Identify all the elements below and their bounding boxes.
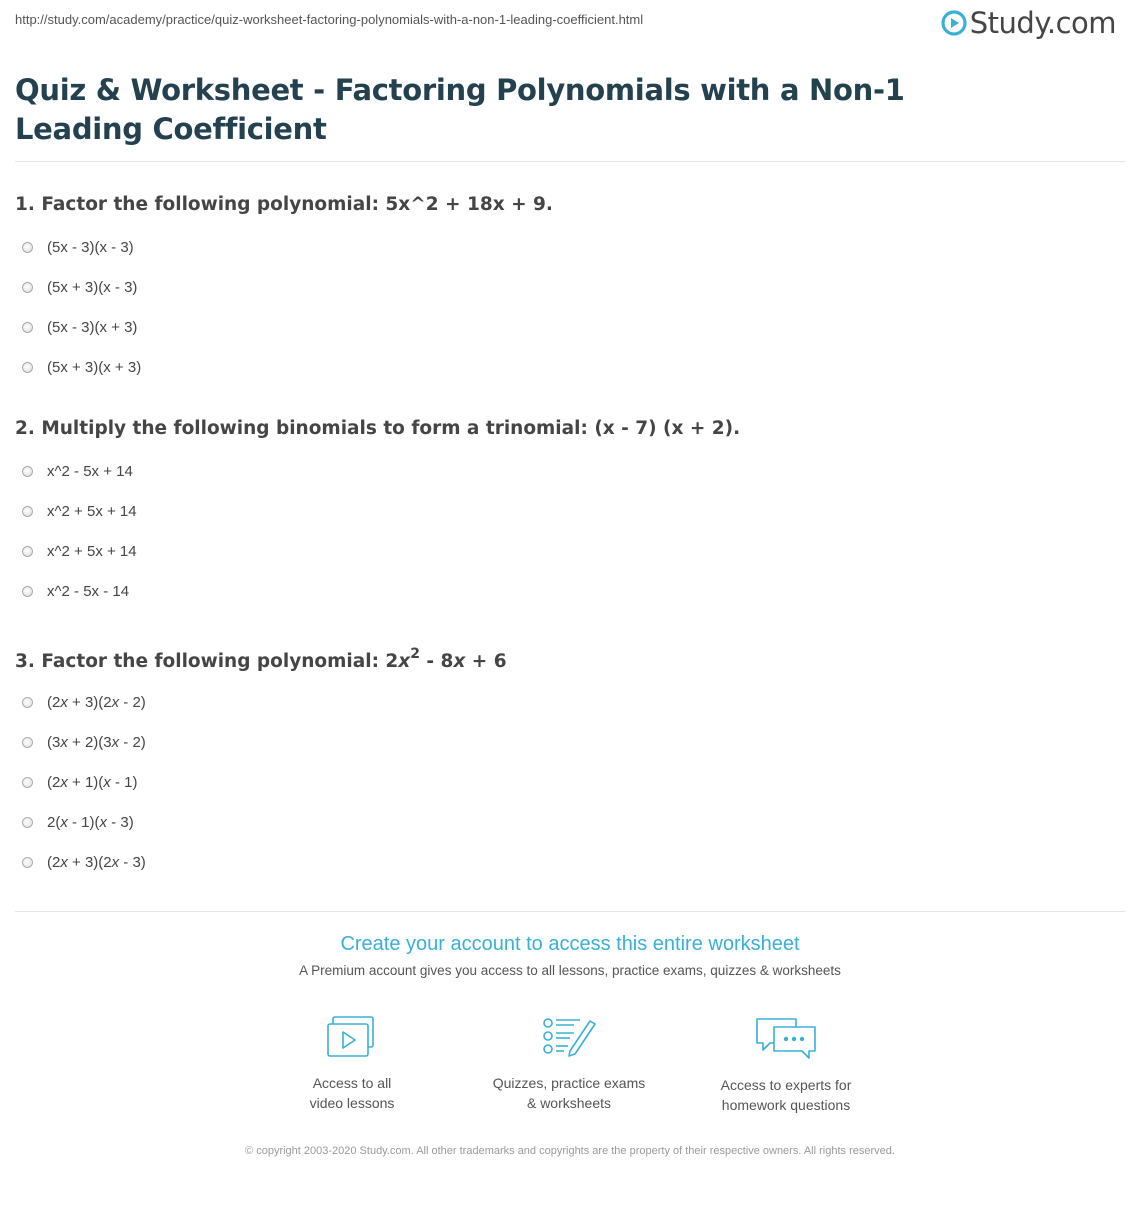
- premium-description: A Premium account gives you access to all lessons, practice exams, quizzes & worksheets: [299, 963, 841, 978]
- q1-option-a[interactable]: [22, 237, 134, 257]
- create-account-link[interactable]: Create your account to access this entire worksheet: [340, 933, 800, 955]
- title-divider: [15, 161, 1125, 162]
- feature-video-lessons: [252, 1015, 452, 1113]
- option-label: [47, 814, 134, 831]
- option-label: (5x + 3)(x - 3): [47, 278, 138, 296]
- option-label: [47, 734, 146, 751]
- q3-option-e[interactable]: [22, 852, 146, 872]
- q2-option-c[interactable]: [22, 541, 137, 561]
- option-text: (2: [47, 853, 61, 871]
- variable-x: x: [60, 853, 68, 871]
- exponent: 2: [410, 646, 420, 662]
- option-label: [47, 774, 137, 791]
- radio-button[interactable]: [22, 322, 33, 333]
- variable-x: x: [60, 773, 68, 791]
- feature-experts: [686, 1015, 886, 1115]
- radio-button[interactable]: [22, 737, 33, 748]
- q3-option-d[interactable]: [22, 812, 134, 832]
- variable-x: x: [99, 813, 108, 831]
- option-label: x^2 + 5x + 14: [47, 502, 137, 520]
- option-label: x^2 - 5x - 14: [47, 582, 130, 600]
- option-text: - 1): [110, 773, 138, 791]
- radio-button[interactable]: [22, 817, 33, 828]
- radio-button[interactable]: [22, 546, 33, 557]
- q1-option-d[interactable]: [22, 357, 141, 377]
- option-text: - 2): [119, 693, 146, 711]
- copyright-notice: © copyright 2003-2020 Study.com. All other trademarks and copyrights are the property of their respective owners. All rights reserved.: [245, 1145, 895, 1157]
- variable-x: x: [60, 813, 68, 831]
- video-lessons-icon: [326, 1015, 378, 1059]
- question-2-text: 2. Multiply the following binomials to form a trinomial: (x - 7) (x + 2).: [15, 418, 741, 439]
- radio-button[interactable]: [22, 697, 33, 708]
- variable-x: x: [60, 693, 68, 711]
- q2-option-d[interactable]: [22, 581, 129, 601]
- page-url: http://study.com/academy/practice/quiz-worksheet-factoring-polynomials-with-a-non-1-leading-coefficient.html: [15, 12, 644, 27]
- option-text: (3: [47, 733, 61, 751]
- page-title: Quiz & Worksheet - Factoring Polynomials with a Non-1 Leading Coefficient: [15, 73, 905, 146]
- quiz-checklist-icon: [540, 1015, 598, 1059]
- option-text: - 1)(: [67, 813, 100, 831]
- option-label: x^2 - 5x + 14: [47, 462, 133, 480]
- radio-button[interactable]: [22, 466, 33, 477]
- option-text: - 3): [119, 853, 146, 871]
- variable-x: x: [453, 651, 466, 673]
- question-3-mid: - 8: [419, 651, 454, 673]
- option-text: - 3): [107, 813, 134, 831]
- option-text: 2(: [47, 813, 61, 831]
- section-divider: [15, 911, 1125, 912]
- play-circle-icon: [941, 10, 967, 36]
- option-text: + 3)(2: [67, 693, 112, 711]
- option-label: [47, 694, 146, 711]
- radio-button[interactable]: [22, 777, 33, 788]
- logo-text: Study.com: [969, 6, 1116, 40]
- q1-option-c[interactable]: [22, 317, 137, 337]
- option-text: + 1)(: [67, 773, 104, 791]
- variable-x: x: [111, 733, 120, 751]
- feature-label: Access to all video lessons: [309, 1075, 395, 1111]
- question-1-text: 1. Factor the following polynomial: 5x^2 + 18x + 9.: [15, 194, 553, 215]
- option-text: - 2): [119, 733, 146, 751]
- option-label: (5x - 3)(x - 3): [47, 238, 134, 256]
- study-com-logo[interactable]: [941, 6, 1116, 40]
- radio-button[interactable]: [22, 506, 33, 517]
- option-text: + 2)(3: [67, 733, 112, 751]
- variable-x: x: [103, 773, 111, 791]
- feature-label: Access to experts for homework questions: [720, 1077, 852, 1113]
- option-label: (5x - 3)(x + 3): [47, 318, 138, 336]
- feature-quizzes: [469, 1015, 669, 1113]
- q3-option-a[interactable]: [22, 692, 146, 712]
- question-3-suffix: + 6: [465, 651, 507, 673]
- q2-option-b[interactable]: [22, 501, 137, 521]
- variable-x: x: [111, 853, 120, 871]
- question-3-prefix: 3. Factor the following polynomial: 2: [15, 651, 399, 673]
- chat-bubbles-icon: [754, 1015, 818, 1061]
- q3-option-b[interactable]: [22, 732, 146, 752]
- q3-option-c[interactable]: [22, 772, 137, 792]
- radio-button[interactable]: [22, 282, 33, 293]
- radio-button[interactable]: [22, 857, 33, 868]
- option-label: x^2 + 5x + 14: [47, 542, 137, 560]
- q1-option-b[interactable]: [22, 277, 137, 297]
- option-text: (2: [47, 773, 61, 791]
- variable-x: x: [111, 693, 120, 711]
- question-3-text: [15, 648, 507, 672]
- variable-x: x: [398, 651, 411, 673]
- radio-button[interactable]: [22, 586, 33, 597]
- option-label: [47, 854, 146, 871]
- option-text: (2: [47, 693, 61, 711]
- feature-label: Quizzes, practice exams & worksheets: [492, 1075, 646, 1111]
- option-text: + 3)(2: [67, 853, 112, 871]
- q2-option-a[interactable]: [22, 461, 133, 481]
- variable-x: x: [60, 733, 68, 751]
- radio-button[interactable]: [22, 242, 33, 253]
- option-label: (5x + 3)(x + 3): [47, 358, 142, 376]
- radio-button[interactable]: [22, 362, 33, 373]
